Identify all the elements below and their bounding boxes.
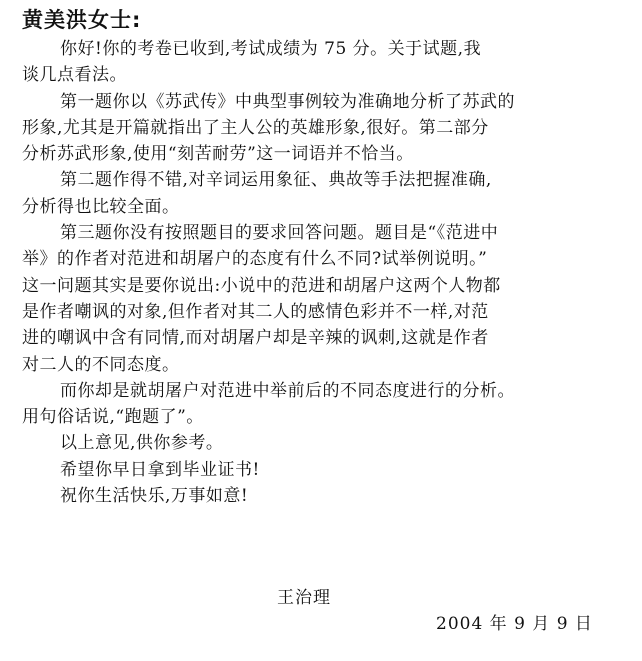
body-line: 这一问题其实是要你说出:小说中的范进和胡屠户这两个人物都 xyxy=(22,275,501,296)
body-line: 对二人的不同态度。 xyxy=(22,354,180,375)
body-line: 分析得也比较全面。 xyxy=(22,196,180,217)
body-line: 希望你早日拿到毕业证书! xyxy=(60,459,260,480)
body-line: 是作者嘲讽的对象,但作者对其二人的感情色彩并不一样,对范 xyxy=(22,301,489,322)
body-line: 你好!你的考卷已收到,考试成绩为 75 分。关于试题,我 xyxy=(60,39,482,59)
body-line: 举》的作者对范进和胡屠户的态度有什么不同?试举例说明。” xyxy=(22,249,488,270)
body-line: 形象,尤其是开篇就指出了主人公的英雄形象,很好。第二部分 xyxy=(22,117,489,138)
body-line: 而你却是就胡屠户对范进中举前后的不同态度进行的分析。 xyxy=(60,380,515,401)
body-line: 第一题你以《苏武传》中典型事例较为准确地分析了苏武的 xyxy=(60,91,515,112)
body-line: 以上意见,供你参考。 xyxy=(60,433,224,454)
date: 2004 年 9 月 9 日 xyxy=(436,614,593,634)
body-line: 谈几点看法。 xyxy=(22,65,127,86)
body-line: 第三题你没有按照题目的要求回答问题。题目是“《范进中 xyxy=(60,223,499,244)
body-line: 第二题作得不错,对辛词运用象征、典故等手法把握准确, xyxy=(60,170,492,191)
salutation: 黄美洪女士: xyxy=(22,8,142,32)
body-line: 祝你生活快乐,万事如意! xyxy=(60,486,249,507)
signature: 王治理 xyxy=(277,588,331,608)
body-line: 进的嘲讽中含有同情,而对胡屠户却是辛辣的讽刺,这就是作者 xyxy=(22,328,489,349)
body-line: 用句俗话说,“跑题了”。 xyxy=(22,407,204,428)
body-line: 分析苏武形象,使用“刻苦耐劳”这一词语并不恰当。 xyxy=(22,144,414,165)
letter-body xyxy=(22,36,618,509)
